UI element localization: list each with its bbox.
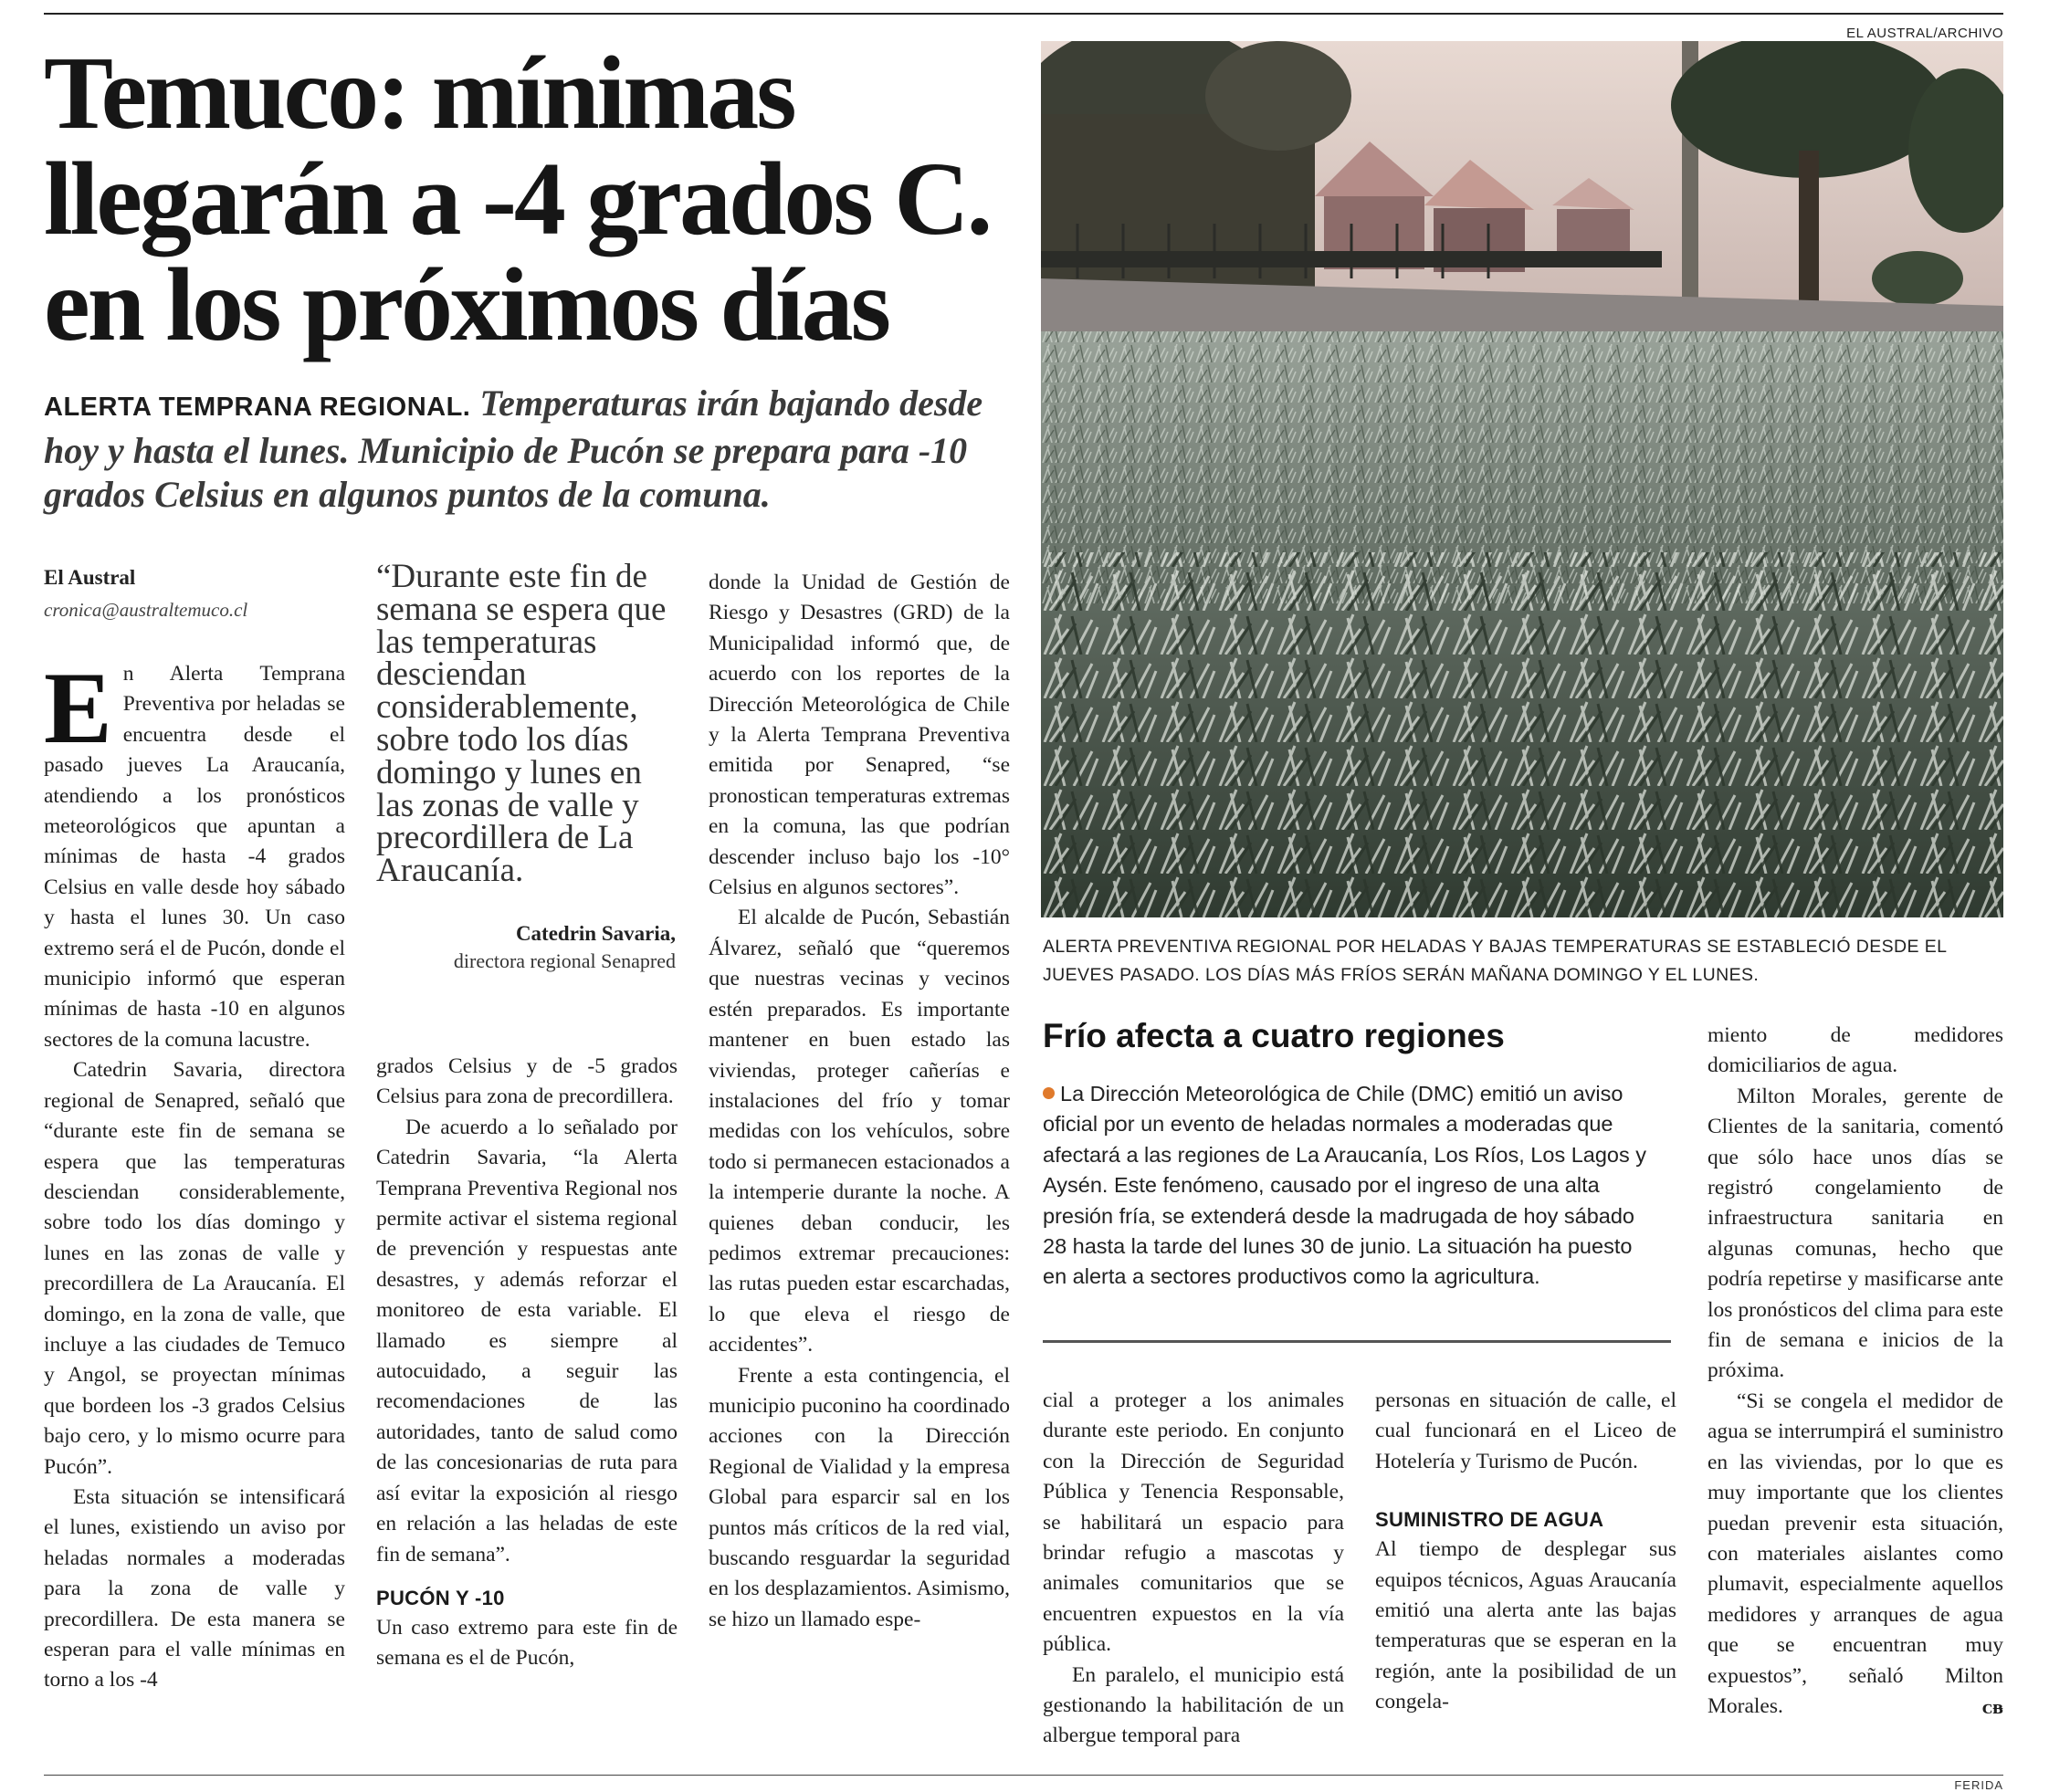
box-title: Frío afecta a cuatro regiones bbox=[1043, 1017, 1505, 1054]
bottom-rule bbox=[44, 1775, 2003, 1776]
photo-credit: EL AUSTRAL/ARCHIVO bbox=[1846, 26, 2003, 41]
bullet-icon bbox=[1043, 1087, 1055, 1099]
article-column-2 bbox=[376, 1052, 678, 1674]
pull-quote-name: Catedrin Savaria, bbox=[515, 921, 676, 945]
subheading-suministro: SUMINISTRO DE AGUA bbox=[1375, 1508, 1604, 1532]
article-column-4 bbox=[1043, 1386, 1344, 1752]
deck-text: Temperaturas irán bajando desde hoy y hasta el lunes. Municipio de Pucón se prepara para -10 grados Celsius en algunos puntos de la comuna. bbox=[44, 383, 983, 515]
paragraph: miento de medidores domiciliarios de agua. bbox=[1708, 1023, 2003, 1078]
pull-quote-text: “Durante este fin de semana se espera que las temperaturas desciendan considerablemente, sobre todo los días domingo y lunes en las zonas de valle y precordillera de La Araucanía. bbox=[376, 558, 667, 890]
article-column-1 bbox=[44, 652, 345, 1696]
paragraph bbox=[44, 652, 345, 1055]
frost-grass-image bbox=[1041, 41, 2003, 917]
subheading-pucon: PUCÓN Y -10 bbox=[376, 1586, 505, 1609]
article-column-6 bbox=[1708, 1021, 2003, 1722]
byline bbox=[44, 566, 345, 622]
byline-author: El Austral bbox=[44, 566, 136, 589]
pull-quote-role: directora regional Senapred bbox=[453, 948, 676, 972]
paragraph: De acuerdo a lo señalado por Catedrin Savaria, “la Alerta Temprana Preventiva Regional nos permite activar el sistema regional de prevención y respuestas ante desastres, y además reforzar el monitoreo de esta variable. El llamado es siempre al autocuidado, a seguir las recomendaciones de las autoridades, tanto de salud como de las concesionarias de ruta para así evitar la exposición al riesgo en relación a las heladas de este fin de semana”. bbox=[376, 1115, 678, 1567]
paragraph: El alcalde de Pucón, Sebastián Álvarez, señaló que “queremos que nuestras vecinas y vecinos estén preparados. Es importante mantener en buen estado las viviendas, proteger cañerías e instalaciones del frío y tomar medidas con los vehículos, sobre todo si permanecen estacionados a la intemperie durante la noche. A quienes deban conducir, les pedimos extremar precauciones: las rutas pueden estar escarchadas, lo que eleva el riesgo de accidentes”. bbox=[709, 906, 1010, 1357]
byline-email: cronica@australtemuco.cl bbox=[44, 599, 248, 621]
paragraph: Esta situación se intensificará el lunes, existiendo un aviso por heladas normales a moderadas para la zona de valle y precordillera. De esta manera se esperan para el valle mínimas en torno a los -4 bbox=[44, 1484, 345, 1692]
box-lead bbox=[1043, 1079, 1660, 1293]
pull-quote bbox=[376, 558, 676, 973]
paragraph: grados Celsius y de -5 grados Celsius para zona de precordillera. bbox=[376, 1054, 678, 1109]
page-signature: FERIDA bbox=[1954, 1778, 2003, 1792]
paragraph: donde la Unidad de Gestión de Riesgo y Desastres (GRD) de la Municipalidad informó que, de acuerdo con los reportes de la Dirección Meteorológica de Chile y la Alerta Temprana Preventiva emitida por Senapred, “se pronostican temperaturas extremas en la comuna, las que podrían descender incluso bajo los -10° Celsius en algunos sectores”. bbox=[709, 571, 1010, 900]
dropcap: E bbox=[44, 652, 112, 765]
article-column-5 bbox=[1375, 1386, 1676, 1718]
article-column-3 bbox=[709, 568, 1010, 1635]
box-rule bbox=[1043, 1340, 1671, 1343]
frost-grass-photo bbox=[1041, 41, 2003, 917]
end-mark: ᴄᴃ bbox=[1981, 1694, 2003, 1718]
photo-caption: ALERTA PREVENTIVA REGIONAL POR HELADAS Y BAJAS TEMPERATURAS SE ESTABLECIÓ DESDE EL JUEVES PASADO. LOS DÍAS MÁS FRÍOS SERÁN MAÑANA DOMINGO Y EL LUNES. bbox=[1043, 937, 1947, 985]
paragraph: personas en situación de calle, el cual funcionará en el Liceo de Hotelería y Turismo de Pucón. bbox=[1375, 1389, 1676, 1473]
paragraph: cial a proteger a los animales durante este periodo. En conjunto con la Dirección de Seguridad Pública y Tenencia Responsable, se habilitará un espacio para brindar refugio a mascotas y animales comunitarios que se encuentren expuestos en la vía pública. bbox=[1043, 1389, 1344, 1657]
box-lead-text: La Dirección Meteorológica de Chile (DMC) emitió un aviso oficial por un evento de heladas normales a moderadas que afectará a las regiones de La Araucanía, Los Ríos, Los Lagos y Aysén. Este fenómeno, causado por el ingreso de una alta presión fría, se extenderá desde la madrugada de hoy sábado 28 hasta la tarde del lunes 30 de junio. La situación ha puesto en alerta a sectores productivos como la agricultura. bbox=[1043, 1082, 1647, 1289]
paragraph: Al tiempo de desplegar sus equipos técnicos, Aguas Araucanía emitió una alerta ante las bajas temperaturas que se esperan en la región, ante la posibilidad de un congela- bbox=[1375, 1537, 1676, 1714]
paragraph: Catedrin Savaria, directora regional de Senapred, señaló que “durante este fin de semana se espera que las temperaturas desciendan considerablemente, sobre todo los días domingo y lunes en las zonas de valle y precordillera de La Araucanía. El domingo, en la zona de valle, que incluye a las ciudades de Temuco y Angol, se proyectan mínimas que bordeen los -3 grados Celsius bajo cero, y lo mismo ocurre para Pucón”. bbox=[44, 1058, 345, 1479]
paragraph: En paralelo, el municipio está gestionando la habilitación de un albergue temporal para bbox=[1043, 1662, 1344, 1748]
deck-kicker: ALERTA TEMPRANA REGIONAL. bbox=[44, 393, 471, 422]
paragraph-text: n Alerta Temprana Preventiva por heladas se encuentra desde el pasado jueves La Araucanía, atendiendo a los pronósticos meteorológicos que apuntan a mínimas de hasta -4 grados Celsius en valle desde hoy sábado y hasta el lunes 30. Un caso extremo será el de Pucón, donde el municipio informó que esperan mínimas de hasta -10 en algunos sectores de la comuna lacustre. bbox=[44, 662, 345, 1052]
deck bbox=[44, 382, 1003, 517]
paragraph bbox=[1708, 1387, 2003, 1722]
paragraph: Frente a esta contingencia, el municipio puconino ha coordinado acciones con la Dirección Regional de Vialidad y la empresa Global para esparcir sal en los puntos más críticos de la red vial, buscando resguardar la seguridad en los desplazamientos. Asimismo, se hizo un llamado espe- bbox=[709, 1363, 1010, 1631]
top-rule bbox=[44, 13, 2003, 15]
paragraph-text: “Si se congela el medidor de agua se interrumpirá el suministro en las viviendas, por lo que es muy importante que los clientes puedan prevenir esta situación, con materiales aislantes como plumavit, especialmente aquellos medidores y arranques de agua que se encuentran muy expuestos”, señaló Milton Morales. bbox=[1708, 1389, 2003, 1718]
paragraph: Un caso extremo para este fin de semana es el de Pucón, bbox=[376, 1615, 678, 1671]
paragraph: Milton Morales, gerente de Clientes de la sanitaria, comentó que sólo hace unos días se registró congelamiento de infraestructura sanitaria en algunas comunas, hecho que podría repetirse y masificarse ante los pronósticos del clima para este fin de semana e inicios de la próxima. bbox=[1708, 1084, 2003, 1383]
headline: Temuco: mínimas llegarán a -4 grados C. en los próximos días bbox=[44, 35, 991, 362]
